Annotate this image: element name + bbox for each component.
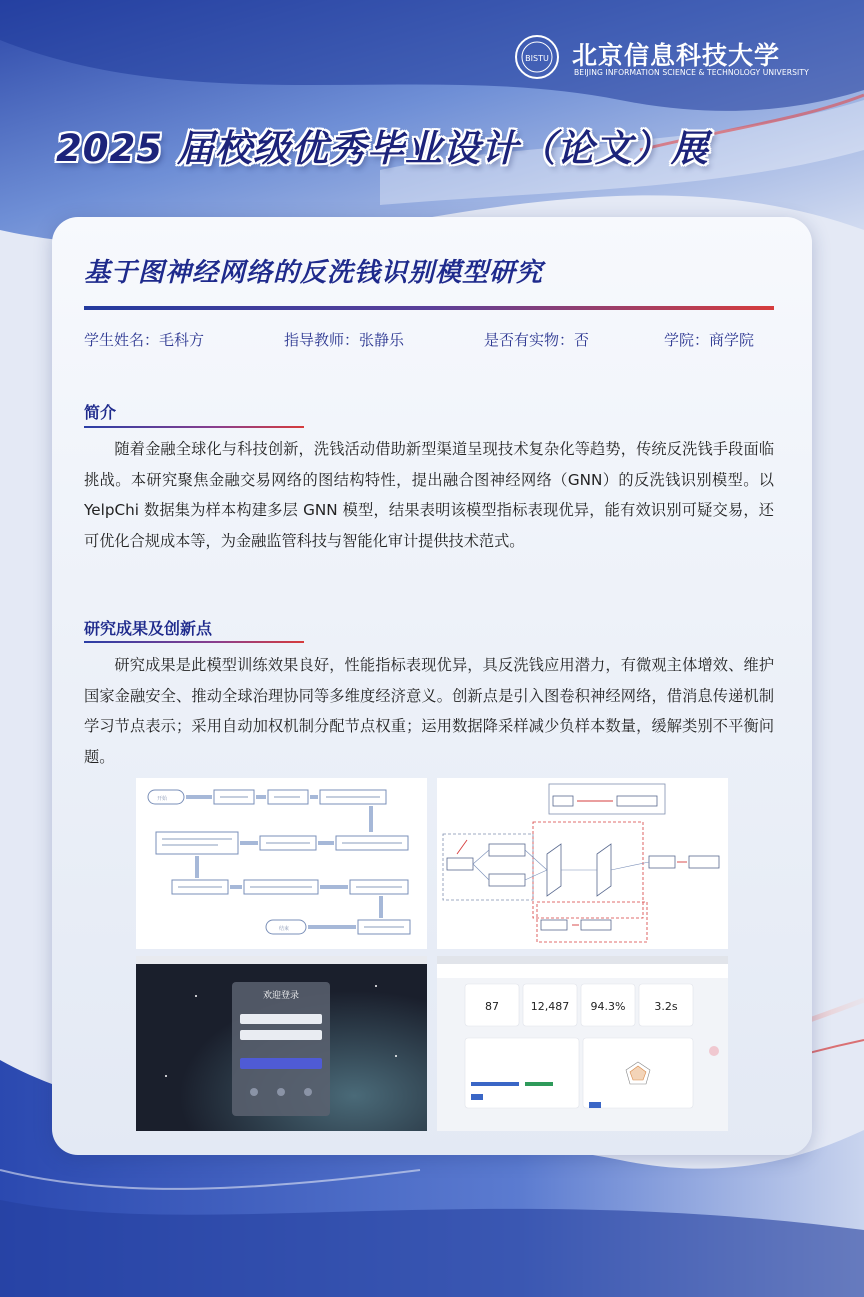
figure-dashboard bbox=[437, 956, 728, 1131]
college-name: 学院：商学院 bbox=[664, 331, 755, 349]
flowchart-diagram bbox=[136, 778, 427, 949]
title-divider bbox=[84, 306, 774, 310]
login-screenshot bbox=[136, 956, 427, 1131]
artifact-flag: 是否有实物：否 bbox=[484, 331, 590, 349]
svg-text:结束: 结束 bbox=[279, 926, 290, 932]
project-title: 基于图神经网络的反洗钱识别模型研究 bbox=[84, 258, 544, 288]
svg-text:87: 87 bbox=[485, 1000, 499, 1013]
intro-divider bbox=[84, 426, 304, 428]
figure-flowchart bbox=[136, 778, 427, 949]
results-divider bbox=[84, 641, 304, 643]
intro-heading: 简介 bbox=[84, 403, 117, 422]
university-logo bbox=[514, 34, 834, 84]
svg-text:开始: 开始 bbox=[157, 796, 168, 802]
svg-text:3.2s: 3.2s bbox=[654, 1000, 678, 1013]
dashboard-screenshot bbox=[437, 956, 728, 1131]
figure-login-screen bbox=[136, 956, 427, 1131]
advisor-name: 指导教师：张静乐 bbox=[284, 331, 405, 349]
intro-body: 随着金融全球化与科技创新，洗钱活动借助新型渠道呈现技术复杂化等趋势，传统反洗钱手段面临挑战。本研究聚焦金融交易网络的图结构特性，提出融合图神经网络（GNN）的反洗钱识别模型。以 YelpChi 数据集为样本构建多层 GNN 模型，结果表明该模型指标表现优异，能有效识别可疑交易，还可优化合规成本等，为金融监管科技与智能化审计提供技术范式。 bbox=[84, 440, 774, 550]
svg-text:欢迎登录: 欢迎登录 bbox=[262, 991, 300, 1001]
university-seal-icon bbox=[514, 34, 560, 80]
svg-text:BISTU: BISTU bbox=[525, 54, 549, 63]
student-name: 学生姓名：毛科方 bbox=[84, 331, 205, 349]
svg-text:12,487: 12,487 bbox=[530, 1000, 570, 1013]
svg-text:94.3%: 94.3% bbox=[590, 1000, 626, 1013]
exhibition-headline: 2025 届校级优秀毕业设计（论文）展 bbox=[56, 127, 709, 170]
figure-architecture bbox=[437, 778, 728, 949]
university-name-cn: 北京信息科技大学 bbox=[572, 41, 781, 70]
results-body: 研究成果是此模型训练效果良好，性能指标表现优异，具反洗钱应用潜力，有微观主体增效、维护国家金融安全、推动全球治理协同等多维度经济意义。创新点是引入图卷积神经网络，借消息传递机制学习节点表示；采用自动加权机制分配节点权重；运用数据降采样减少负样本数量，缓解类别不平衡问题。 bbox=[84, 656, 774, 766]
results-heading: 研究成果及创新点 bbox=[84, 619, 213, 638]
architecture-diagram bbox=[437, 778, 728, 949]
university-name-en: BEIJING INFORMATION SCIENCE & TECHNOLOGY UNIVERSITY bbox=[574, 68, 809, 77]
